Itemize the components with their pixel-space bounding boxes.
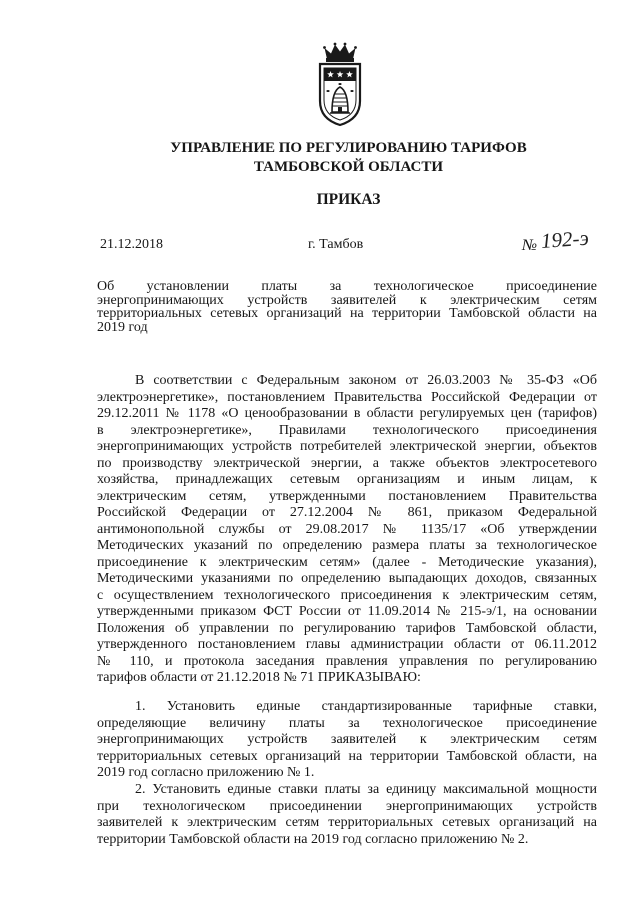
- preamble-line: в электроэнергетике», Правилами технологического присоединения: [97, 422, 597, 438]
- item-line: определяющие величину платы за технологическое присоединение: [97, 715, 597, 731]
- item-line: 1. Установить единые стандартизированные тарифные ставки,: [135, 699, 597, 714]
- order-number-handwritten: 192-э: [540, 225, 590, 253]
- item-line: 2. Установить единые ставки платы за единицу максимальной мощности: [135, 782, 597, 797]
- item-line: 2019 год согласно приложению № 1.: [97, 765, 315, 780]
- preamble-line: Российской Федерации от 27.12.2004 № 861, приказом Федеральной: [97, 505, 597, 520]
- document-type: ПРИКАЗ: [316, 191, 381, 208]
- preamble-line: присоединение к электрическим сетям» (далее - Методические указания),: [97, 554, 597, 570]
- order-place: г. Тамбов: [308, 237, 364, 252]
- preamble-line: утвержденного постановлением главы администрации области от 06.11.2012: [97, 637, 597, 652]
- title-line: территориальных сетевых организаций на территории Тамбовской области на: [97, 307, 597, 321]
- preamble-line: энергопринимающих устройств потребителей электрической энергии, объектов: [97, 439, 597, 454]
- preamble-line: утвержденными приказом ФСТ России от 11.09.2014 № 215-э/1, на основании: [97, 604, 597, 619]
- preamble-line: тарифов области от 21.12.2018 № 71 ПРИКАЗЫВАЮ:: [97, 670, 421, 685]
- org-name-line-1: УПРАВЛЕНИЕ ПО РЕГУЛИРОВАНИЮ ТАРИФОВ: [170, 140, 527, 156]
- item-line: территориальных сетевых организаций на территории Тамбовской области, на: [97, 748, 597, 764]
- preamble-line: Положения об управлении по регулированию тарифов Тамбовской области,: [97, 620, 597, 636]
- preamble-line: № 110, и протокола заседания правления управления по регулированию: [97, 653, 597, 669]
- coat-of-arms-icon: [317, 41, 363, 127]
- preamble-line: электроэнергетике», постановлением Правительства Российской Федерации от: [97, 389, 597, 405]
- item-line: заявителей к электрическим сетям территориальных сетевых организаций на: [97, 815, 597, 830]
- item-line: при технологическом присоединении энергопринимающих устройств: [97, 798, 597, 814]
- preamble-line: хозяйства, принадлежащих сетевым организациям и иным лицам, к: [97, 472, 597, 487]
- preamble-line: с осуществлением технологического присоединения к электрическим сетям,: [97, 587, 597, 603]
- preamble-line: по производству электрической энергии, а также объектов электросетевого: [97, 455, 597, 471]
- order-number-sign: №: [522, 237, 538, 254]
- preamble-line: электрическим сетям, утвержденными постановлением Правительства: [97, 488, 597, 504]
- preamble-line: В соответствии с Федеральным законом от 26.03.2003 № 35-ФЗ «Об: [135, 373, 597, 388]
- item-line: территории Тамбовской области на 2019 год согласно приложению № 2.: [97, 831, 529, 847]
- order-item-2: [97, 782, 597, 848]
- preamble-line: антимонопольной службы от 29.08.2017 № 1135/17 «Об утверждении: [97, 521, 597, 537]
- order-date: 21.12.2018: [100, 237, 163, 252]
- preamble-line: Методических указаний по определению размера платы за технологическое: [97, 538, 597, 553]
- order-title: [97, 280, 597, 334]
- item-line: энергопринимающих устройств заявителей к электрическим сетям: [97, 732, 597, 747]
- preamble-line: 29.12.2011 № 1178 «О ценообразовании в области регулируемых цен (тарифов): [97, 406, 597, 421]
- preamble-paragraph: [97, 373, 597, 687]
- title-line: энергопринимающих устройств заявителей к электрическим сетям: [97, 293, 597, 307]
- title-line: Об установлении платы за технологическое присоединение: [97, 280, 597, 294]
- title-line: 2019 год: [97, 320, 148, 334]
- preamble-line: Методическими указаниями по определению выпадающих доходов, связанных: [97, 571, 597, 586]
- order-item-1: [97, 699, 597, 782]
- org-name-line-2: ТАМБОВСКОЙ ОБЛАСТИ: [253, 159, 444, 175]
